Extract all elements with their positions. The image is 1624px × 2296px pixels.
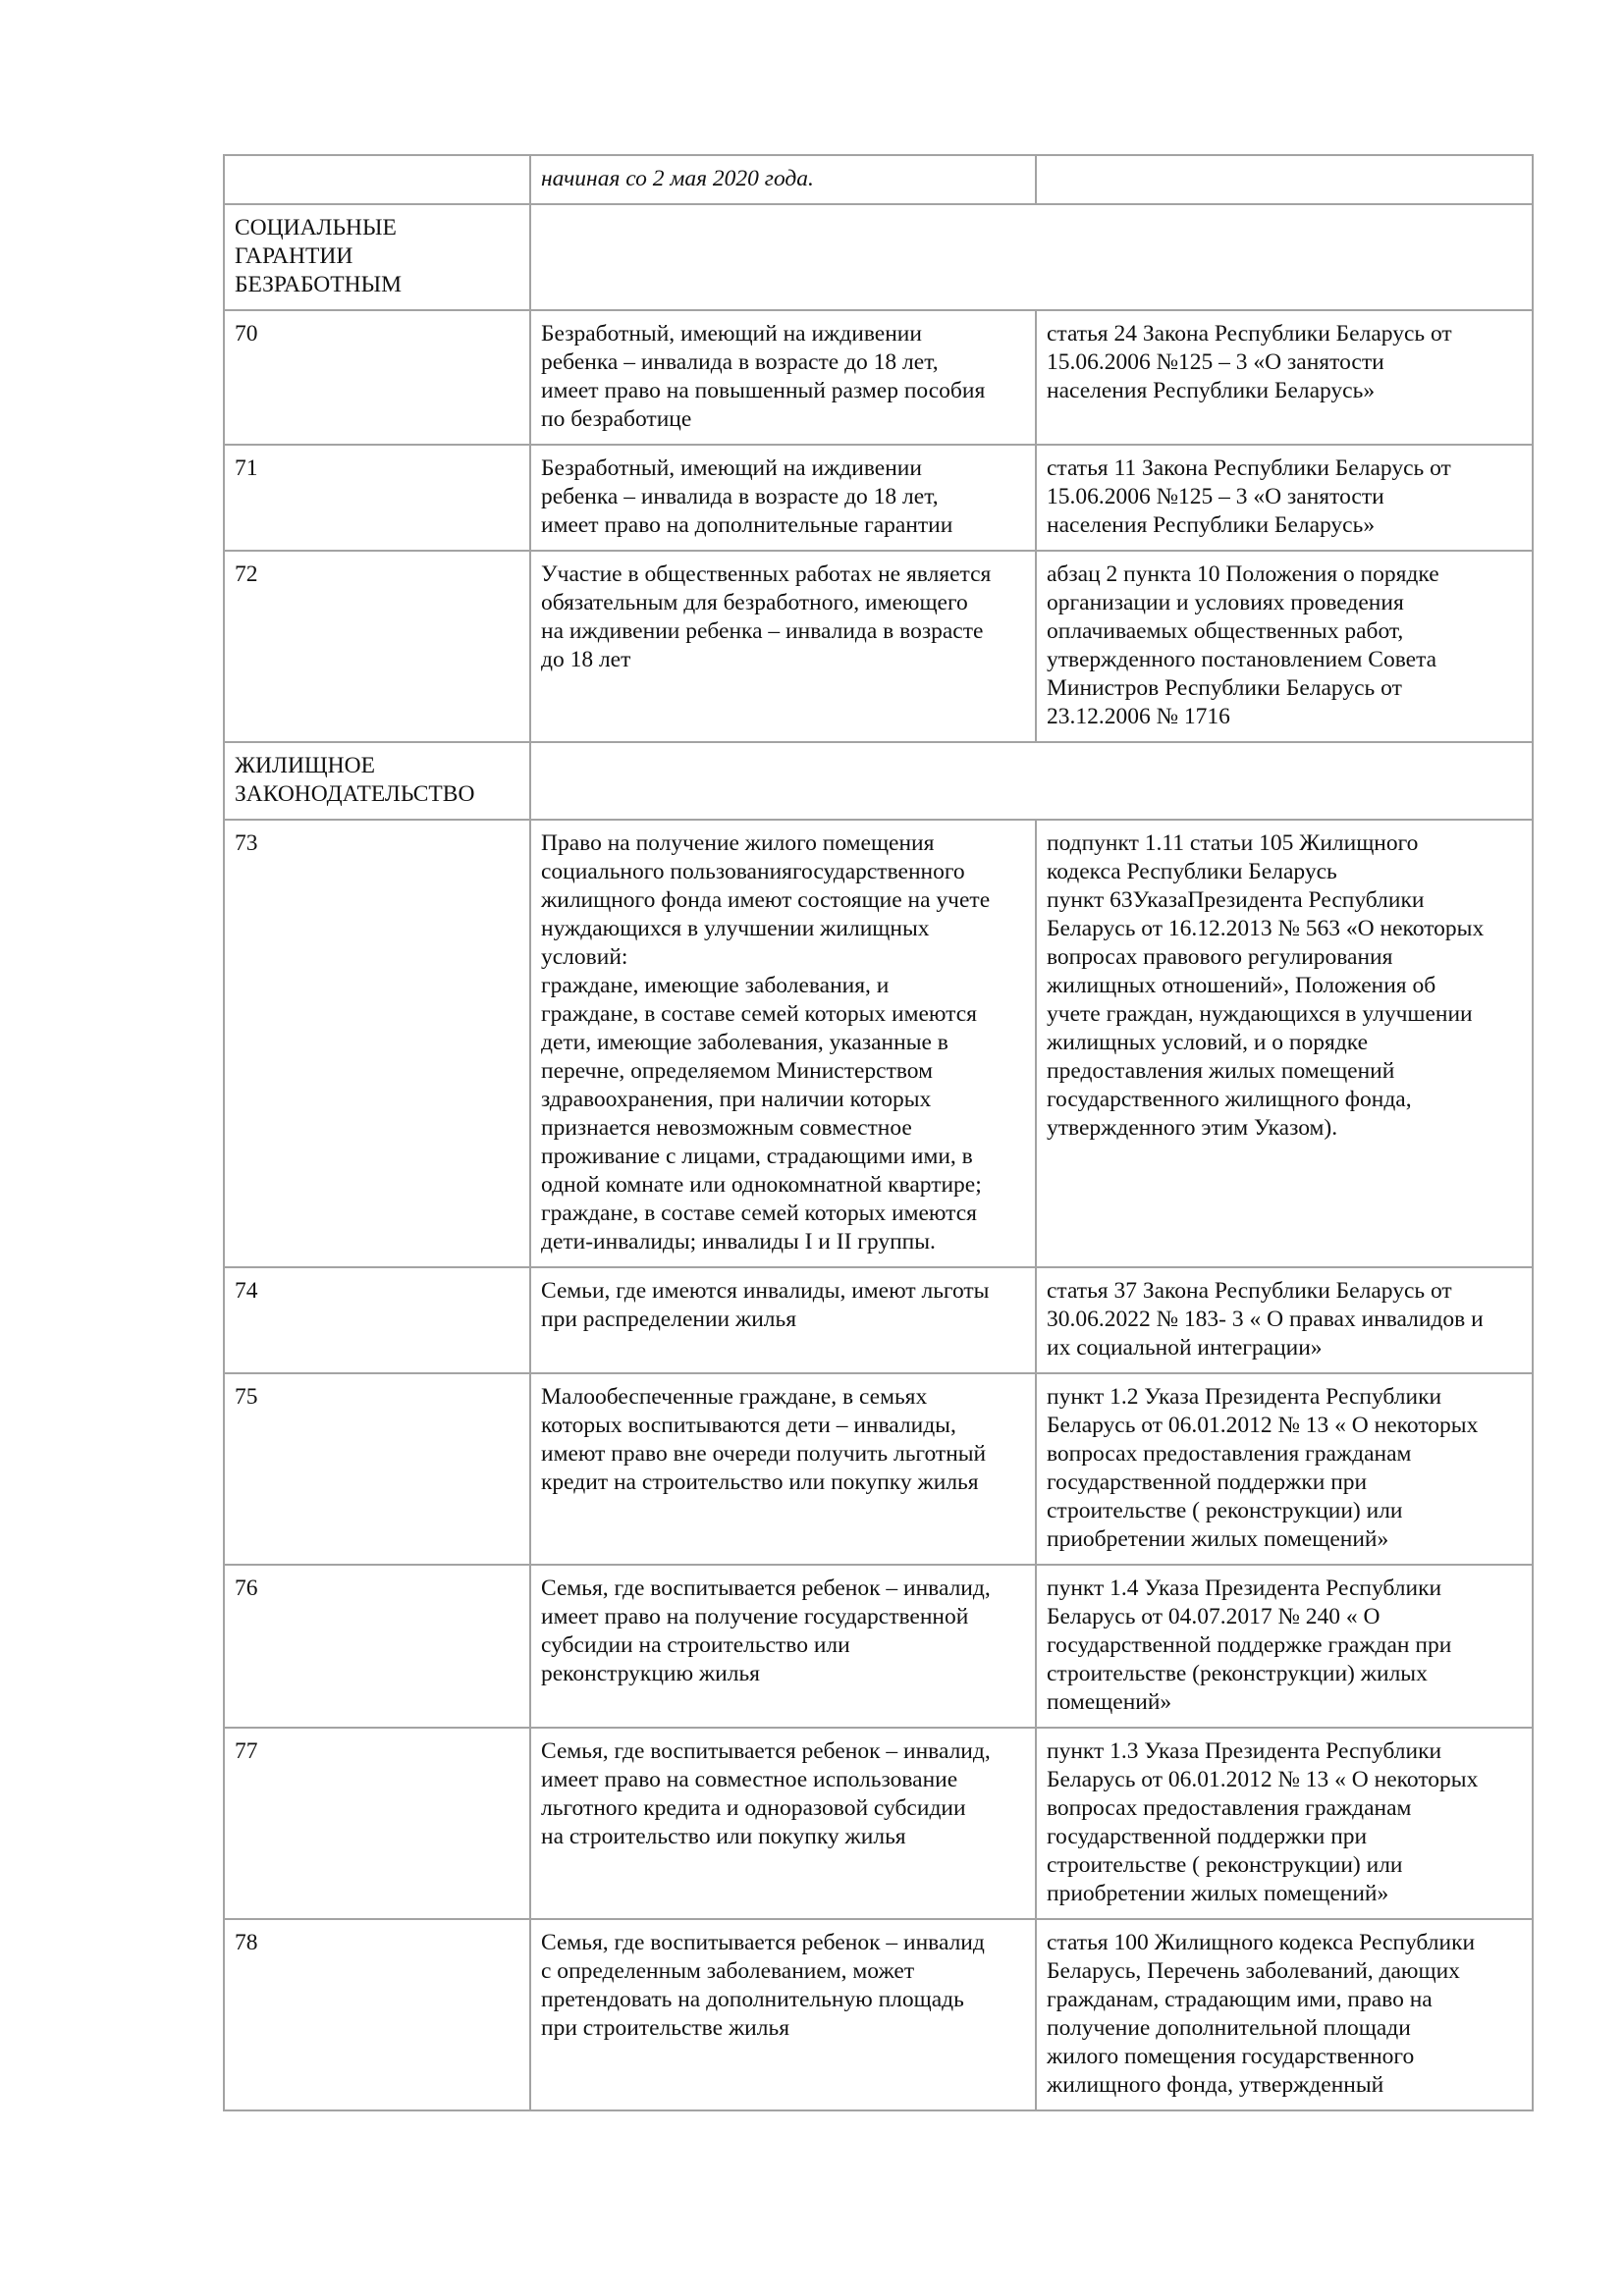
row-number-cell: 77 [224,1728,530,1919]
row-reference-cell: пункт 1.2 Указа Президента Республики Беларусь от 06.01.2012 № 13 « О некоторых вопросах предоставления гражданам государственной поддержки при строительстве ( реконструкции) или приобретении жилых помещений» [1036,1373,1533,1565]
row-text-cell: Семьи, где имеются инвалиды, имеют льготы при распределении жилья [530,1267,1036,1373]
table-row [224,310,1533,445]
row-number-cell: 78 [224,1919,530,2110]
table-row [224,445,1533,551]
row-text-cell: Участие в общественных работах не является обязательным для безработного, имеющего на иждивении ребенка – инвалида в возрасте до 18 лет [530,551,1036,742]
row-reference-cell: пункт 1.4 Указа Президента Республики Беларусь от 04.07.2017 № 240 « О государственной поддержке граждан при строительстве (реконструкции) жилых помещений» [1036,1565,1533,1728]
benefits-table [223,154,1534,2111]
section-header-row [224,742,1533,820]
row-text-cell: Семья, где воспитывается ребенок – инвалид, имеет право на получение государственной субсидии на строительство или реконструкцию жилья [530,1565,1036,1728]
section-empty-cell [530,742,1533,820]
table-row [224,820,1533,1267]
row-reference-cell: статья 11 Закона Республики Беларусь от 15.06.2006 №125 – 3 «О занятости населения Республики Беларусь» [1036,445,1533,551]
row-number-cell: 74 [224,1267,530,1373]
table-row [224,1919,1533,2110]
section-empty-cell [530,204,1533,310]
row-text-cell: Безработный, имеющий на иждивении ребенка – инвалида в возрасте до 18 лет, имеет право на дополнительные гарантии [530,445,1036,551]
table-row [224,1565,1533,1728]
row-reference-cell: подпункт 1.11 статьи 105 Жилищного кодекса Республики Беларусь пункт 63УказаПрезидента Республики Беларусь от 16.12.2013 № 563 «О некоторых вопросах правового регулирования жилищных отношений», Положения об учете граждан, нуждающихся в улучшении жилищных условий, и о порядке предоставления жилых помещений государственного жилищного фонда, утвержденного этим Указом). [1036,820,1533,1267]
table-body [224,155,1533,2110]
row-number-cell: 71 [224,445,530,551]
row-number-cell: 76 [224,1565,530,1728]
table-row [224,551,1533,742]
row-reference-cell: пункт 1.3 Указа Президента Республики Беларусь от 06.01.2012 № 13 « О некоторых вопросах предоставления гражданам государственной поддержки при строительстве ( реконструкции) или приобретении жилых помещений» [1036,1728,1533,1919]
row-text-cell: Малообеспеченные граждане, в семьях которых воспитываются дети – инвалиды, имеют право вне очереди получить льготный кредит на строительство или покупку жилья [530,1373,1036,1565]
row-reference-cell: статья 24 Закона Республики Беларусь от 15.06.2006 №125 – 3 «О занятости населения Республики Беларусь» [1036,310,1533,445]
row-text-cell: Право на получение жилого помещения социального пользованиягосударственного жилищного фонда имеют состоящие на учете нуждающихся в улучшении жилищных условий: граждане, имеющие заболевания, и граждане, в составе семей которых имеются дети, имеющие заболевания, указанные в перечне, определяемом Министерством здравоохранения, при наличии которых признается невозможным совместное проживание с лицами, страдающими ими, в одной комнате или однокомнатной квартире; граждане, в составе семей которых имеются дети-инвалиды; инвалиды I и II группы. [530,820,1036,1267]
section-title-cell: ЖИЛИЩНОЕ ЗАКОНОДАТЕЛЬСТВО [224,742,530,820]
row-reference-cell: статья 37 Закона Республики Беларусь от 30.06.2022 № 183- 3 « О правах инвалидов и их социальной интеграции» [1036,1267,1533,1373]
row-number-cell: 73 [224,820,530,1267]
table-row [224,1728,1533,1919]
section-title-cell: СОЦИАЛЬНЫЕ ГАРАНТИИ БЕЗРАБОТНЫМ [224,204,530,310]
table-row [224,1373,1533,1565]
row-reference-cell: статья 100 Жилищного кодекса Республики Беларусь, Перечень заболеваний, дающих гражданам, страдающим ими, право на получение дополнительной площади жилого помещения государственного жилищного фонда, утвержденный [1036,1919,1533,2110]
table-row-continuation [224,155,1533,204]
row-reference-cell [1036,155,1533,204]
row-number-cell: 72 [224,551,530,742]
row-text-cell: Семья, где воспитывается ребенок – инвалид с определенным заболеванием, может претендовать на дополнительную площадь при строительстве жилья [530,1919,1036,2110]
section-header-row [224,204,1533,310]
row-text-cell: Безработный, имеющий на иждивении ребенка – инвалида в возрасте до 18 лет, имеет право на повышенный размер пособия по безработице [530,310,1036,445]
row-number-cell [224,155,530,204]
row-text-cell: начиная со 2 мая 2020 года. [530,155,1036,204]
row-number-cell: 70 [224,310,530,445]
table-row [224,1267,1533,1373]
row-number-cell: 75 [224,1373,530,1565]
row-reference-cell: абзац 2 пункта 10 Положения о порядке организации и условиях проведения оплачиваемых общественных работ, утвержденного постановлением Совета Министров Республики Беларусь от 23.12.2006 № 1716 [1036,551,1533,742]
row-text-cell: Семья, где воспитывается ребенок – инвалид, имеет право на совместное использование льготного кредита и одноразовой субсидии на строительство или покупку жилья [530,1728,1036,1919]
